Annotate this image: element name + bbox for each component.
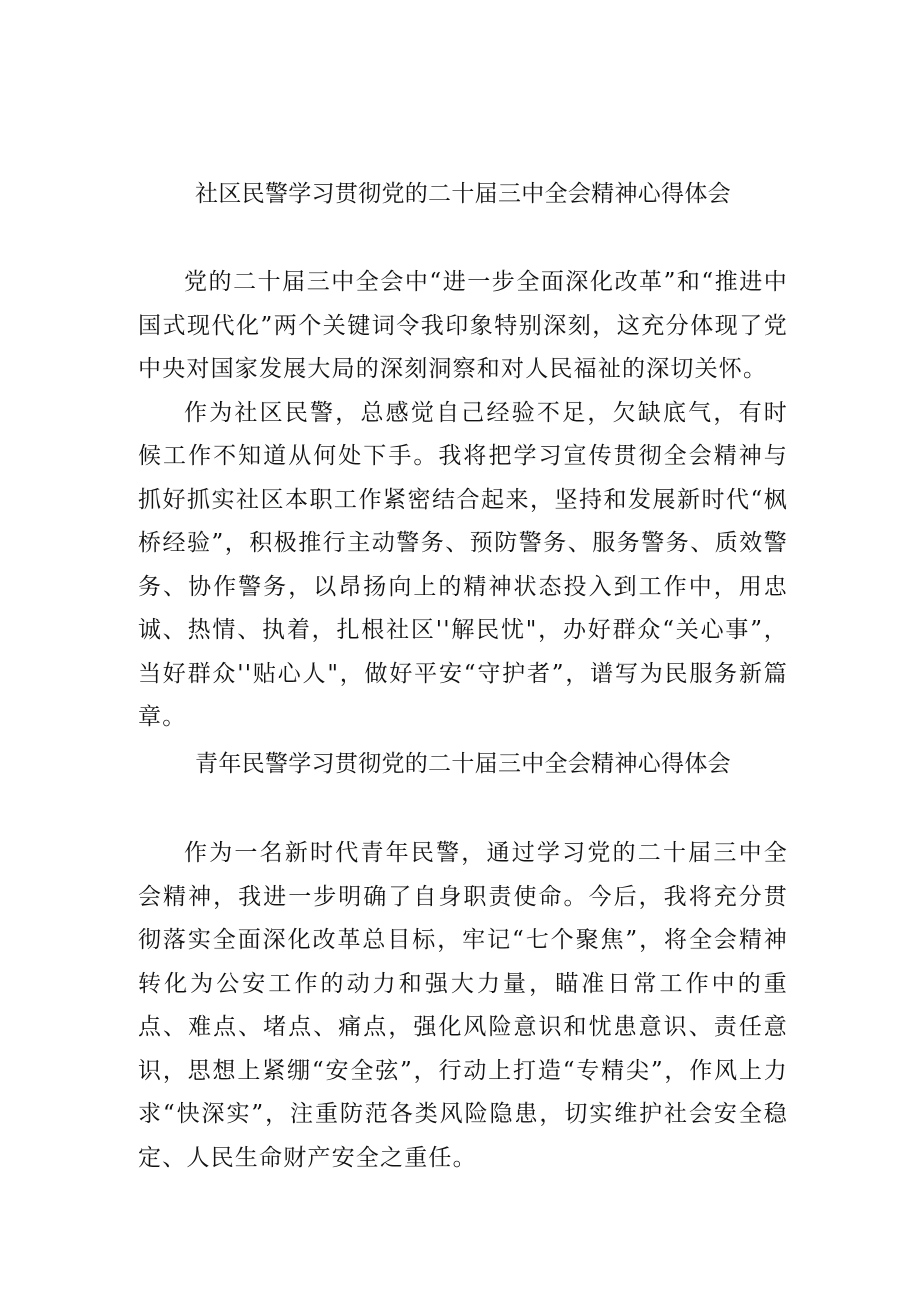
section-1-title: 社区民警学习贯彻党的二十届三中全会精神心得体会 xyxy=(195,181,731,207)
section-2-title: 青年民警学习贯彻党的二十届三中全会精神心得体会 xyxy=(195,751,731,777)
section-1-body xyxy=(138,261,788,740)
section-1-paragraph-1: 党的二十届三中全会中“进一步全面深化改革”和“推进中国式现代化”两个关键词令我印象特别深刻，这充分体现了党中央对国家发展大局的深刻洞察和对人民福祉的深切关怀。 xyxy=(138,269,788,382)
section-2-heading-block xyxy=(138,748,788,780)
section-1-paragraph-2: 作为社区民警，总感觉自己经验不足，欠缺底气，有时候工作不知道从何处下手。我将把学习宣传贯彻全会精神与抓好抓实社区本职工作紧密结合起来，坚持和发展新时代“枫桥经验”，积极推行主动警务、预防警务、服务警务、质效警务、协作警务，以昂扬向上的精神状态投入到工作中，用忠诚、热情、执着，扎根社区''解民忧"，办好群众“关心事”，当好群众''贴心人"，做好平安“守护者”，谱写为民服务新篇章。 xyxy=(138,399,788,730)
section-2-paragraph-1: 作为一名新时代青年民警，通过学习党的二十届三中全会精神，我进一步明确了自身职责使命。今后，我将充分贯彻落实全面深化改革总目标，牢记“七个聚焦”，将全会精神转化为公安工作的动力和强大力量，瞄准日常工作中的重点、难点、堵点、痛点，强化风险意识和忧患意识、责任意识，思想上紧绷“安全弦”，行动上打造“专精尖”，作风上力求“快深实”，注重防范各类风险隐患，切实维护社会安全稳定、人民生命财产安全之重任。 xyxy=(138,840,788,1171)
section-1-heading-block xyxy=(138,178,788,210)
section-2-body xyxy=(138,832,788,1180)
